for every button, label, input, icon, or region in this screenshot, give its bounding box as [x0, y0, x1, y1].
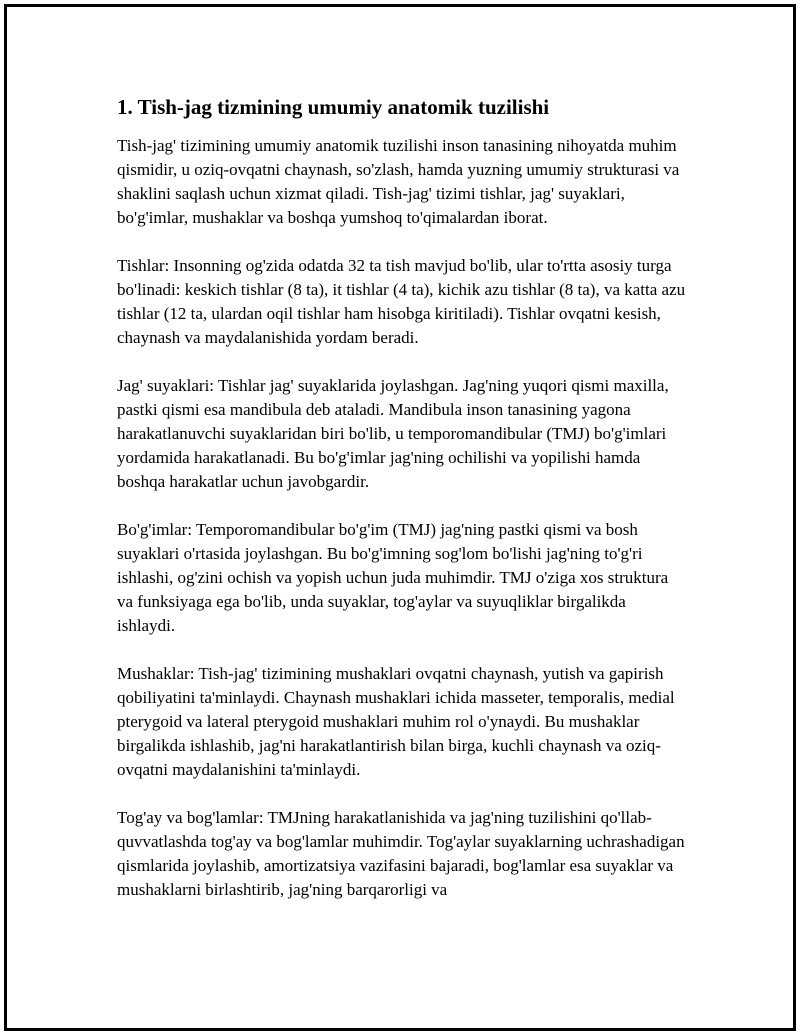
paragraph-jaw-bones: Jag' suyaklari: Tishlar jag' suyaklarida joylashgan. Jag'ning yuqori qismi maxilla, pastki qismi esa mandibula deb ataladi. Mandibula inson tanasining yagona harakatlanuvchi suyaklaridan biri bo'lib, u temporomandibular (TMJ) bo'g'imlari yordamida harakatlanadi. Bu bo'g'imlar jag'ning ochilishi va yopilishi hamda boshqa harakatlar uchun javobgardir.	[117, 376, 669, 491]
paragraph-teeth: Tishlar: Insonning og'zida odatda 32 ta tish mavjud bo'lib, ular to'rtta asosiy turga bo'linadi: keskich tishlar (8 ta), it tishlar (4 ta), kichik azu tishlar (8 ta), va katta azu tishlar (12 ta, ulardan oqil tishlar ham hisobga kiritiladi). Tishlar ovqatni kesish, chaynash va maydalanishida yordam beradi.	[117, 256, 686, 347]
paragraph-muscles: Mushaklar: Tish-jag' tizimining mushaklari ovqatni chaynash, yutish va gapirish qobiliyatini ta'minlaydi. Chaynash mushaklari ichida masseter, temporalis, medial pterygoid va lateral pterygoid mushaklari muhim rol o'ynaydi. Bu mushaklar birgalikda ishlashib, jag'ni harakatlantirish bilan birga, kuchli chaynash va oziq-ovqatni maydalanishini ta'minlaydi.	[117, 664, 675, 779]
document-body	[117, 94, 687, 926]
paragraph-intro: Tish-jag' tizimining umumiy anatomik tuzilishi inson tanasining nihoyatda muhim qismidir, u oziq-ovqatni chaynash, so'zlash, hamda yuzning umumiy strukturasi va shaklini saqlash uchun xizmat qiladi. Tish-jag' tizimi tishlar, jag' suyaklari, bo'g'imlar, mushaklar va boshqa yumshoq to'qimalardan iborat.	[117, 136, 680, 227]
section-heading: 1. Tish-jag tizmining umumiy anatomik tuzilishi	[117, 95, 550, 119]
paragraph-cartilage-ligaments: Tog'ay va bog'lamlar: TMJning harakatlanishida va jag'ning tuzilishini qo'llab-quvvatlashda tog'ay va bog'lamlar muhimdir. Tog'aylar suyaklarning uchrashadigan qismlarida joylashib, amortizatsiya vazifasini bajaradi, bog'lamlar esa suyaklar va mushaklarni birlashtirib, jag'ning barqarorligi va	[117, 808, 685, 899]
paragraph-joints: Bo'g'imlar: Temporomandibular bo'g'im (TMJ) jag'ning pastki qismi va bosh suyaklari o'rtasida joylashgan. Bu bo'g'imning sog'lom bo'lishi jag'ning to'g'ri ishlashi, og'zini ochish va yopish uchun juda muhimdir. TMJ o'ziga xos struktura va funksiyaga ega bo'lib, unda suyaklar, tog'aylar va suyuqliklar birgalikda ishlaydi.	[117, 520, 669, 635]
